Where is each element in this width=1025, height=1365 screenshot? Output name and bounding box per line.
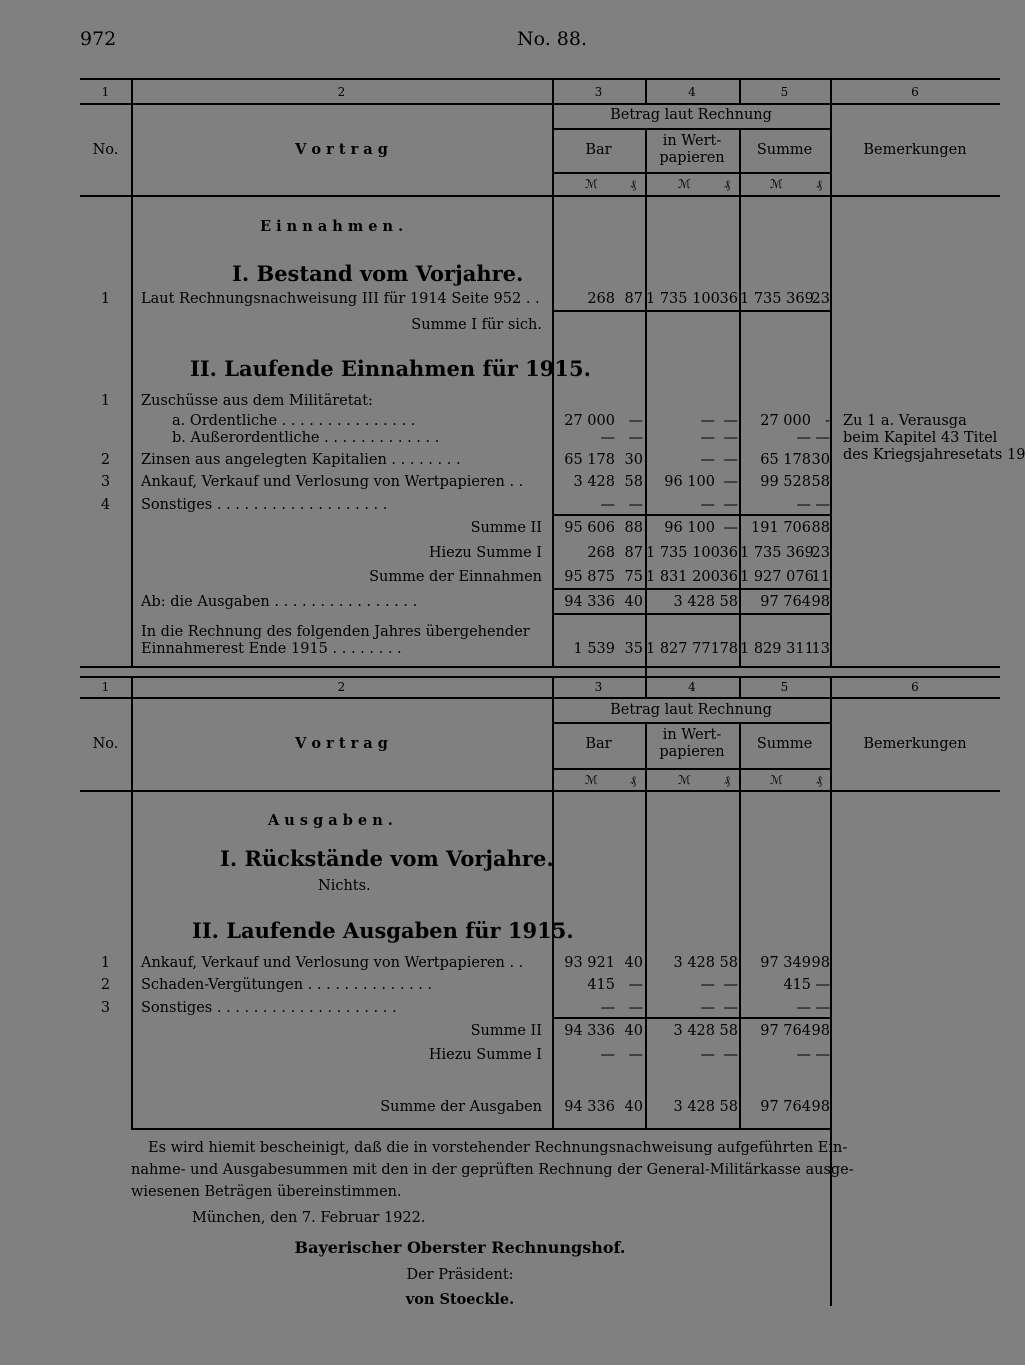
- row-no: 4: [100, 497, 111, 513]
- wert-mark: 1 735 100: [646, 545, 720, 561]
- colnum-5: 5: [780, 680, 789, 694]
- part1-title: I. Bestand vom Vorjahre.: [232, 261, 524, 286]
- table1-group-rule: [553, 128, 830, 130]
- sum-mark: 97 349: [760, 955, 811, 971]
- bar-mark: 3 428: [573, 474, 615, 490]
- bar-pf: 87: [624, 291, 643, 307]
- table1-col-divider: [131, 78, 133, 666]
- bar-mark: 95 606: [564, 520, 615, 536]
- part2-title: II. Laufende Ausgaben für 1915.: [192, 918, 574, 943]
- col-no-header: No.: [92, 736, 119, 752]
- unit-pf: ₰: [630, 177, 636, 191]
- table1-colnum-rule: [80, 103, 1000, 105]
- wert-pf: 58: [719, 955, 738, 971]
- wert-mark: —: [700, 430, 715, 446]
- wert-mark: 3 428: [673, 955, 715, 971]
- row-text: Ankauf, Verkauf und Verlosung von Wertpapieren . .: [141, 955, 524, 971]
- wert-pf: —: [723, 520, 738, 536]
- bar-pf: —: [628, 1000, 643, 1016]
- row-text: Schaden-Vergütungen . . . . . . . . . . . . . .: [141, 977, 433, 993]
- colnum-3: 3: [594, 85, 603, 99]
- sum-mark: 65 178: [760, 452, 811, 468]
- bar-pf: —: [628, 977, 643, 993]
- bar-mark: —: [600, 497, 615, 513]
- bar-mark: 65 178: [564, 452, 615, 468]
- bar-pf: 75: [624, 569, 643, 585]
- col-wert-header-line1: in Wert-: [662, 133, 722, 149]
- bar-mark: 95 875: [564, 569, 615, 585]
- certification-line: nahme- und Ausgabesummen mit den in der geprüften Rechnung der General-Militärkasse ausge-: [131, 1162, 854, 1178]
- sum-mark: 97 764: [760, 1023, 811, 1039]
- unit-mark: ℳ: [678, 177, 691, 191]
- sum-mark: 97 764: [760, 594, 811, 610]
- part1-title: I. Rückstände vom Vorjahre.: [220, 846, 554, 871]
- document-number: No. 88.: [517, 28, 588, 50]
- authority: Bayerischer Oberster Rechnungshof.: [294, 1238, 626, 1257]
- bar-pf: 40: [624, 594, 643, 610]
- bar-mark: 268: [587, 291, 615, 307]
- rest-label-line1: In die Rechnung des folgenden Jahres übergehender: [141, 624, 530, 640]
- unit-pf: ₰: [816, 773, 822, 787]
- wert-mark: 3 428: [673, 594, 715, 610]
- row-no: 1: [100, 955, 111, 971]
- col-bemerkungen-header: Bemerkungen: [863, 142, 967, 158]
- colnum-3: 3: [594, 680, 603, 694]
- bar-pf: 58: [624, 474, 643, 490]
- row-no: 2: [100, 977, 111, 993]
- sum-pf: 98: [811, 1099, 830, 1115]
- table1-col-divider: [830, 78, 832, 666]
- sum-pf: 88: [811, 520, 830, 536]
- bar-pf: —: [628, 430, 643, 446]
- table2-header-bottom-rule: [80, 790, 1000, 792]
- bar-mark: —: [600, 1000, 615, 1016]
- sum-pf: 13: [811, 641, 830, 657]
- wert-mark: —: [700, 977, 715, 993]
- table1-total-rule: [553, 588, 830, 590]
- ab-label: Ab: die Ausgaben . . . . . . . . . . . . . . . .: [141, 594, 418, 610]
- row-no: 3: [100, 474, 111, 490]
- col-no-header: No.: [92, 142, 119, 158]
- signature-name: von Stoeckle.: [405, 1291, 515, 1308]
- certification-line: wiesenen Beträgen übereinstimmen.: [131, 1184, 402, 1200]
- bar-mark: 415: [587, 977, 615, 993]
- bar-mark: 94 336: [564, 1023, 615, 1039]
- unit-mark: ℳ: [585, 177, 598, 191]
- sum-pf: -: [825, 413, 830, 429]
- col-summe-header: Summe: [756, 142, 813, 158]
- row-text: a. Ordentliche . . . . . . . . . . . . . . .: [172, 413, 416, 429]
- row-no: 1: [100, 291, 111, 307]
- colnum-6: 6: [911, 85, 919, 99]
- sum-mark: 27 000: [760, 413, 811, 429]
- sum-pf: 23: [811, 545, 830, 561]
- certification-line: Es wird hiemit bescheinigt, daß die in vorstehender Rechnungsnachweisung aufgeführten Ein-: [148, 1140, 848, 1156]
- sum-pf: 98: [811, 1023, 830, 1039]
- sum-mark: 1 927 076: [740, 569, 814, 585]
- wert-pf: 36: [719, 545, 738, 561]
- bar-mark: 94 336: [564, 1099, 615, 1115]
- wert-mark: 3 428: [673, 1023, 715, 1039]
- bar-pf: 88: [624, 520, 643, 536]
- bar-mark: —: [600, 430, 615, 446]
- wert-mark: 1 827 771: [646, 641, 720, 657]
- bar-pf: 40: [624, 1099, 643, 1115]
- total-label: Summe II: [470, 520, 542, 536]
- col-summe-header: Summe: [756, 736, 813, 752]
- table2-col-divider: [830, 676, 832, 1306]
- total-label: Hiezu Summe I: [428, 1047, 542, 1063]
- remark-line: des Kriegsjahresetats 19: [843, 447, 1025, 463]
- bar-mark: —: [600, 1047, 615, 1063]
- sum-pf: 58: [811, 474, 830, 490]
- unit-pf: ₰: [816, 177, 822, 191]
- wert-mark: 1 831 200: [646, 569, 720, 585]
- table2-col-divider: [645, 722, 647, 1128]
- col-bemerkungen-header: Bemerkungen: [863, 736, 967, 752]
- table2-col-divider: [739, 722, 741, 1128]
- wert-pf: 78: [719, 641, 738, 657]
- table2-unit-rule: [553, 768, 830, 770]
- sum-pf: 98: [811, 594, 830, 610]
- sum-mark: 191 706: [751, 520, 811, 536]
- remark-line: beim Kapitel 43 Titel: [843, 430, 998, 446]
- table2-sum2-rule: [553, 1017, 830, 1019]
- wert-mark: 96 100: [664, 520, 715, 536]
- total-label: Summe II: [470, 1023, 542, 1039]
- table2-group-rule: [553, 722, 830, 724]
- colnum-4: 4: [688, 85, 696, 99]
- unit-pf: ₰: [630, 773, 636, 787]
- wert-mark: —: [700, 1047, 715, 1063]
- col-bar-header: Bar: [585, 736, 612, 752]
- row-text: Zinsen aus angelegten Kapitalien . . . . . . . .: [141, 452, 461, 468]
- sum-mark: —: [796, 1000, 811, 1016]
- page-number: 972: [80, 28, 117, 50]
- group-header: Betrag laut Rechnung: [610, 107, 772, 123]
- wert-mark: 96 100: [664, 474, 715, 490]
- unit-mark: ℳ: [770, 177, 783, 191]
- wert-pf: 58: [719, 594, 738, 610]
- wert-pf: 58: [719, 1099, 738, 1115]
- place-date: München, den 7. Februar 1922.: [192, 1210, 426, 1226]
- sum-mark: 1 735 369: [740, 291, 814, 307]
- bar-pf: 35: [624, 641, 643, 657]
- wert-mark: 1 735 100: [646, 291, 720, 307]
- col-wert-header-line2: papieren: [659, 150, 725, 166]
- table1-bottom-rule: [80, 666, 1000, 668]
- col-bar-header: Bar: [585, 142, 612, 158]
- rest-label-line2: Einnahmerest Ende 1915 . . . . . . . .: [141, 641, 402, 657]
- colnum-1: 1: [101, 680, 110, 694]
- sum-pf: —: [815, 977, 830, 993]
- bar-pf: 30: [624, 452, 643, 468]
- wert-mark: —: [700, 452, 715, 468]
- wert-mark: 3 428: [673, 1099, 715, 1115]
- wert-pf: —: [723, 430, 738, 446]
- unit-mark: ℳ: [585, 773, 598, 787]
- table2-bottom-rule: [131, 1128, 831, 1130]
- table1-ab-rule: [553, 613, 830, 615]
- wert-pf: —: [723, 1047, 738, 1063]
- wert-pf: —: [723, 1000, 738, 1016]
- part1-note: Nichts.: [318, 878, 371, 894]
- colnum-1: 1: [101, 85, 110, 99]
- bar-pf: —: [628, 497, 643, 513]
- bar-mark: 268: [587, 545, 615, 561]
- wert-pf: —: [723, 413, 738, 429]
- bar-mark: 1 539: [573, 641, 615, 657]
- bar-pf: 40: [624, 955, 643, 971]
- wert-pf: —: [723, 452, 738, 468]
- colnum-2: 2: [337, 680, 346, 694]
- table1-col-divider: [739, 128, 741, 666]
- row-text: Zuschüsse aus dem Militäretat:: [141, 393, 373, 409]
- unit-mark: ℳ: [678, 773, 691, 787]
- group-header: Betrag laut Rechnung: [610, 702, 772, 718]
- sum-mark: —: [796, 1047, 811, 1063]
- bar-pf: —: [628, 413, 643, 429]
- colnum-6: 6: [911, 680, 919, 694]
- table2-colnum-rule: [80, 697, 1000, 699]
- total-label: Hiezu Summe I: [428, 545, 542, 561]
- section-einnahmen: E i n n a h m e n .: [260, 218, 404, 235]
- table2-top-rule: [80, 676, 1000, 678]
- sum-mark: —: [796, 497, 811, 513]
- part2-title: II. Laufende Einnahmen für 1915.: [190, 356, 591, 381]
- row-no: 2: [100, 452, 111, 468]
- col-vortrag-header: V o r t r a g: [295, 141, 388, 158]
- col-wert-header-line2: papieren: [659, 744, 725, 760]
- wert-pf: —: [723, 977, 738, 993]
- bar-mark: 93 921: [564, 955, 615, 971]
- wert-mark: —: [700, 497, 715, 513]
- part1-sum-label: Summe I für sich.: [411, 317, 542, 333]
- row-text: Laut Rechnungsnachweisung III für 1914 Seite 952 . .: [141, 291, 540, 307]
- bar-pf: 40: [624, 1023, 643, 1039]
- colnum-2: 2: [337, 85, 346, 99]
- section-ausgaben: A u s g a b e n .: [268, 812, 393, 829]
- sum-pf: 23: [811, 291, 830, 307]
- bar-mark: 27 000: [564, 413, 615, 429]
- bar-pf: —: [628, 1047, 643, 1063]
- sum-mark: 1 735 369: [740, 545, 814, 561]
- unit-mark: ℳ: [770, 773, 783, 787]
- colnum-4: 4: [688, 680, 696, 694]
- table1-top-rule: [80, 78, 1000, 80]
- wert-pf: 36: [719, 569, 738, 585]
- table1-sum2-rule: [553, 514, 830, 516]
- wert-pf: 58: [719, 1023, 738, 1039]
- grand-total-label: Summe der Ausgaben: [380, 1099, 542, 1115]
- sum-pf: 30: [811, 452, 830, 468]
- remark-line: Zu 1 a. Verausga: [843, 413, 967, 429]
- signature-role: Der Präsident:: [406, 1267, 514, 1283]
- col-vortrag-header: V o r t r a g: [295, 735, 388, 752]
- sum-pf: —: [815, 497, 830, 513]
- wert-pf: —: [723, 474, 738, 490]
- table1-header-bottom-rule: [80, 195, 1000, 197]
- unit-pf: ₰: [724, 773, 730, 787]
- wert-pf: 36: [719, 291, 738, 307]
- sum-mark: 99 528: [760, 474, 811, 490]
- row-text: Sonstiges . . . . . . . . . . . . . . . . . . .: [141, 497, 388, 513]
- unit-pf: ₰: [724, 177, 730, 191]
- row-text: b. Außerordentliche . . . . . . . . . . . . .: [172, 430, 440, 446]
- sum-pf: —: [815, 1047, 830, 1063]
- row-no: 3: [100, 1000, 111, 1016]
- row-text: Ankauf, Verkauf und Verlosung von Wertpapieren . .: [141, 474, 524, 490]
- table1-unit-rule: [553, 172, 830, 174]
- total-label: Summe der Einnahmen: [369, 569, 542, 585]
- sum-pf: 98: [811, 955, 830, 971]
- wert-pf: —: [723, 497, 738, 513]
- sum-mark: 415: [783, 977, 811, 993]
- wert-mark: —: [700, 413, 715, 429]
- bar-pf: 87: [624, 545, 643, 561]
- sum-mark: —: [796, 430, 811, 446]
- colnum-5: 5: [780, 85, 789, 99]
- table1-sum1-rule: [553, 310, 830, 312]
- sum-pf: —: [815, 430, 830, 446]
- col-wert-header-line1: in Wert-: [662, 727, 722, 743]
- sum-pf: —: [815, 1000, 830, 1016]
- sum-mark: 1 829 311: [740, 641, 814, 657]
- sum-mark: 97 764: [760, 1099, 811, 1115]
- wert-mark: —: [700, 1000, 715, 1016]
- row-no: 1: [100, 393, 111, 409]
- row-text: Sonstiges . . . . . . . . . . . . . . . . . . . .: [141, 1000, 397, 1016]
- sum-pf: 11: [811, 569, 830, 585]
- bar-mark: 94 336: [564, 594, 615, 610]
